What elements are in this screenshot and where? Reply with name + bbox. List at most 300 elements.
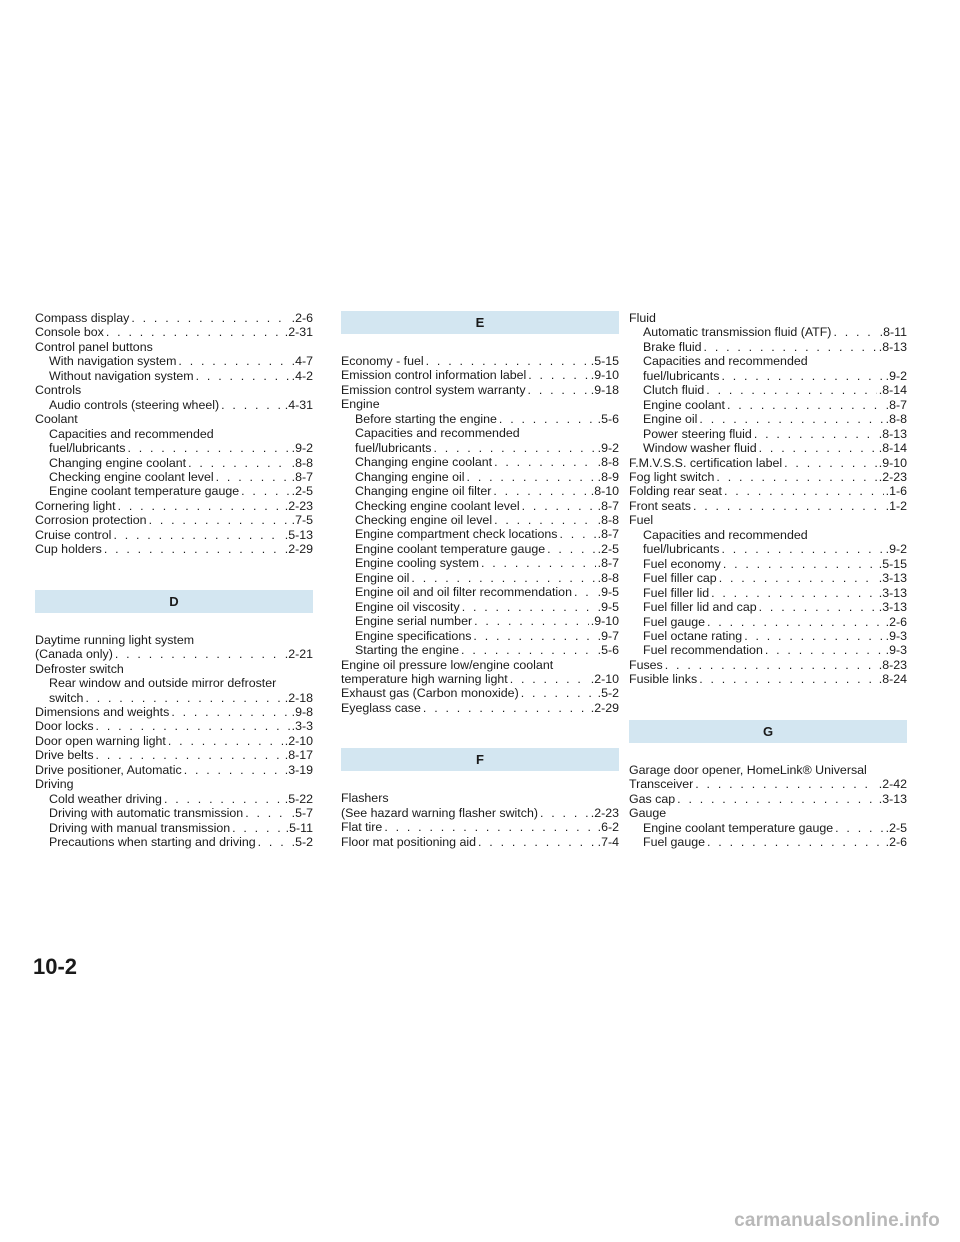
index-subentry	[341, 426, 619, 440]
entry-label: Changing engine coolant	[355, 455, 493, 470]
page-reference: .4-2	[291, 368, 313, 383]
page-reference: .8-11	[879, 325, 907, 340]
entry-label: Fluid	[629, 311, 656, 325]
entry-label: F.M.V.S.S. certification label	[629, 455, 783, 470]
page-reference: .5-11	[285, 820, 313, 835]
entry-label: Gauge	[629, 806, 667, 821]
dot-leader	[835, 821, 884, 835]
index-subentry	[341, 600, 619, 614]
page-reference: .2-21	[284, 647, 313, 662]
entry-label: Engine oil	[643, 412, 698, 427]
entry-label: Fuel recommendation	[643, 643, 763, 658]
section-header-f	[341, 748, 619, 771]
index-subentry	[35, 806, 313, 820]
entry-label: Daytime running light system	[35, 632, 195, 647]
page-reference: .2-23	[878, 469, 907, 484]
entry-label: Before starting the engine	[355, 411, 497, 426]
page-reference: .5-15	[590, 354, 619, 368]
page-reference: .5-7	[291, 806, 313, 821]
page-reference: .2-23	[590, 805, 619, 820]
entry-label: Engine	[341, 397, 380, 412]
entry-label: Engine coolant temperature gauge	[643, 820, 834, 835]
index-subentry	[629, 325, 907, 339]
dot-leader	[411, 571, 595, 585]
dot-leader	[711, 586, 877, 600]
index-entry	[35, 763, 313, 777]
index-entry	[35, 325, 313, 339]
page-reference: .8-7	[597, 527, 619, 542]
dot-leader	[560, 527, 596, 541]
index-subentry	[629, 427, 907, 441]
entry-label: Gas cap	[629, 791, 676, 806]
page-reference: .3-13	[878, 600, 907, 615]
entry-label: Fuel filler lid and cap	[643, 600, 757, 615]
dot-leader	[113, 528, 282, 542]
index-subentry	[341, 412, 619, 426]
page-reference: .5-2	[597, 686, 619, 701]
index-entry	[341, 701, 619, 715]
index-subentry	[35, 676, 313, 690]
index-entry	[35, 311, 313, 325]
dot-leader	[494, 455, 596, 469]
page-reference: .7-4	[597, 834, 619, 849]
page-reference: .8-7	[885, 397, 907, 412]
dot-leader	[510, 672, 589, 686]
dot-leader	[574, 585, 596, 599]
dot-leader	[85, 691, 282, 705]
index-subentry	[341, 571, 619, 585]
entry-label: Fuel filler lid	[643, 585, 710, 600]
page-reference: .2-29	[590, 700, 619, 715]
section-letter: E	[475, 315, 485, 330]
entry-label: Precautions when starting and driving	[49, 835, 256, 850]
index-entry	[629, 672, 907, 686]
entry-label: Coolant	[35, 412, 78, 427]
page-reference: .9-10	[590, 614, 619, 629]
page-reference: .3-13	[878, 791, 907, 806]
section-header-d	[35, 590, 313, 613]
index-subentry	[629, 571, 907, 585]
index-subentry	[35, 441, 313, 455]
dot-leader	[423, 701, 589, 715]
index-subentry	[629, 600, 907, 614]
index-subentry	[629, 412, 907, 426]
index-subentry	[629, 629, 907, 643]
entry-label: Emission control information label	[341, 368, 527, 383]
index-subentry	[35, 398, 313, 412]
index-subentry	[629, 528, 907, 542]
index-subentry	[35, 354, 313, 368]
index-entry	[629, 806, 907, 820]
page-reference: .9-3	[885, 643, 907, 658]
dot-leader	[221, 398, 283, 412]
dot-leader	[833, 325, 877, 339]
entry-label: Brake fluid	[643, 339, 702, 354]
index-column-3	[629, 311, 907, 850]
entry-label: Fuel	[629, 513, 654, 528]
entry-label: Capacities and recommended	[49, 426, 214, 441]
index-subentry	[629, 835, 907, 849]
entry-label: Cup holders	[35, 542, 102, 557]
index-subentry	[341, 470, 619, 484]
dot-leader	[184, 763, 283, 777]
entry-label: Driving with manual transmission	[49, 820, 231, 835]
index-subentry	[341, 556, 619, 570]
index-entry	[629, 484, 907, 498]
index-entry	[35, 340, 313, 354]
dot-leader	[721, 542, 883, 556]
page-reference: .8-8	[885, 412, 907, 427]
page-reference: .8-14	[878, 383, 907, 398]
index-entry	[35, 647, 313, 661]
dot-leader	[499, 412, 596, 426]
index-entry	[629, 777, 907, 791]
index-subentry	[629, 340, 907, 354]
page-reference: .8-8	[291, 455, 313, 470]
index-subentry	[629, 821, 907, 835]
entry-label: fuel/lubricants	[643, 542, 720, 557]
page-reference: .9-3	[885, 628, 907, 643]
dot-leader	[494, 513, 596, 527]
index-entry	[629, 456, 907, 470]
page-reference: .2-6	[885, 614, 907, 629]
page-reference: .8-7	[597, 498, 619, 513]
dot-leader	[245, 806, 289, 820]
index-entry	[35, 528, 313, 542]
entry-label: Drive belts	[35, 748, 94, 763]
page-reference: .1-2	[885, 498, 907, 513]
entry-label: Compass display	[35, 311, 130, 325]
index-entry	[35, 662, 313, 676]
index-subentry	[35, 792, 313, 806]
entry-label: Starting the engine	[355, 643, 460, 658]
entry-label: Emission control system warranty	[341, 382, 526, 397]
dot-leader	[258, 835, 290, 849]
index-entry	[341, 658, 619, 672]
page-reference: .2-23	[284, 498, 313, 513]
page-reference: .8-9	[597, 469, 619, 484]
index-subentry	[341, 499, 619, 513]
dot-leader	[426, 354, 589, 368]
dot-leader	[699, 412, 883, 426]
entry-label: Console box	[35, 325, 104, 340]
entry-label: Economy - fuel	[341, 354, 424, 368]
index-entry	[35, 412, 313, 426]
dot-leader	[164, 792, 283, 806]
entry-label: Fuel gauge	[643, 614, 706, 629]
entry-label: Cold weather driving	[49, 791, 162, 806]
dot-leader	[677, 792, 877, 806]
index-entry	[341, 820, 619, 834]
dot-leader	[481, 556, 596, 570]
entry-label: Capacities and recommended	[643, 354, 808, 369]
index-entry	[341, 835, 619, 849]
index-subentry	[629, 354, 907, 368]
dot-leader	[528, 368, 588, 382]
page-reference: .8-8	[597, 570, 619, 585]
entry-label: Fuel gauge	[643, 835, 706, 850]
page-reference: .8-8	[597, 455, 619, 470]
index-entry	[341, 791, 619, 805]
page-reference: .3-19	[284, 762, 313, 777]
dot-leader	[467, 470, 596, 484]
dot-leader	[433, 441, 595, 455]
page-reference: .8-23	[878, 657, 907, 672]
page-reference: .4-31	[284, 397, 313, 412]
dot-leader	[188, 456, 290, 470]
page-reference: .9-18	[590, 382, 619, 397]
entry-label: Fuel octane rating	[643, 628, 743, 643]
entry-label: fuel/lubricants	[643, 368, 720, 383]
dot-leader	[540, 806, 589, 820]
entry-label: Fuel economy	[643, 556, 721, 571]
entry-label: switch	[49, 690, 84, 705]
dot-leader	[461, 643, 596, 657]
dot-leader	[115, 647, 283, 661]
entry-label: Controls	[35, 383, 82, 398]
page-reference: .9-2	[291, 441, 313, 456]
dot-leader	[528, 383, 589, 397]
entry-label: Fog light switch	[629, 469, 715, 484]
dot-leader	[474, 614, 589, 628]
index-subentry	[35, 427, 313, 441]
dot-leader	[716, 470, 876, 484]
index-subentry	[341, 527, 619, 541]
index-subentry	[629, 441, 907, 455]
page-reference: .9-5	[597, 599, 619, 614]
entry-label: Checking engine coolant level	[49, 469, 214, 484]
dot-leader	[665, 658, 877, 672]
page-reference: .8-8	[597, 512, 619, 527]
dot-leader	[744, 629, 883, 643]
entry-label: Engine oil pressure low/engine coolant	[341, 657, 554, 672]
index-entry	[341, 397, 619, 411]
dot-leader	[171, 705, 289, 719]
page-reference: .8-24	[878, 672, 907, 687]
index-entry	[629, 792, 907, 806]
index-subentry	[341, 643, 619, 657]
entry-label: Control panel buttons	[35, 339, 153, 354]
dot-leader	[765, 643, 884, 657]
entry-label: Engine coolant temperature gauge	[49, 484, 240, 499]
dot-leader	[478, 835, 596, 849]
index-entry	[629, 763, 907, 777]
dot-leader	[521, 686, 596, 700]
index-subentry	[341, 614, 619, 628]
dot-leader	[178, 354, 289, 368]
entry-label: Engine specifications	[355, 628, 472, 643]
dot-leader	[784, 456, 877, 470]
page-reference: .8-7	[597, 556, 619, 571]
dot-leader	[241, 484, 290, 498]
page-reference: .2-10	[284, 733, 313, 748]
page-reference: .8-13	[878, 339, 907, 354]
page-reference: .2-29	[284, 542, 313, 557]
entry-label: Transceiver	[629, 777, 694, 792]
index-entry	[629, 499, 907, 513]
entry-label: Power steering fluid	[643, 426, 752, 441]
dot-leader	[723, 557, 877, 571]
index-entry	[341, 354, 619, 368]
page-reference: .2-42	[878, 777, 907, 792]
index-subentry	[629, 542, 907, 556]
page-reference: .5-13	[284, 527, 313, 542]
page-number: 10-2	[33, 954, 78, 979]
entry-label: Driving with automatic transmission	[49, 806, 244, 821]
page-reference: .3-13	[878, 585, 907, 600]
dot-leader	[493, 484, 588, 498]
index-subentry	[35, 691, 313, 705]
index-subentry	[629, 557, 907, 571]
index-column-1	[35, 311, 313, 850]
index-entry	[341, 806, 619, 820]
index-subentry	[629, 586, 907, 600]
dot-leader	[462, 600, 596, 614]
page-reference: .5-22	[284, 791, 313, 806]
entry-label: Door locks	[35, 719, 94, 734]
entry-label: Front seats	[629, 498, 691, 513]
page-reference: .2-6	[291, 311, 313, 325]
index-subentry	[35, 484, 313, 498]
page-reference: .5-15	[878, 556, 907, 571]
dot-leader	[719, 571, 877, 585]
dot-leader	[699, 672, 877, 686]
page-reference: .5-6	[597, 411, 619, 426]
index-entry	[35, 705, 313, 719]
section-letter: D	[169, 593, 179, 609]
index-entry	[629, 658, 907, 672]
section-letter: G	[762, 723, 774, 739]
index-subentry	[35, 835, 313, 849]
entry-label: Engine coolant	[643, 397, 725, 412]
index-subentry	[341, 513, 619, 527]
page-reference: .9-8	[291, 704, 313, 719]
entry-label: Automatic transmission fluid (ATF)	[643, 325, 832, 340]
page-reference: .8-13	[878, 426, 907, 441]
dot-leader	[127, 441, 289, 455]
entry-label: Fuel filler cap	[643, 571, 717, 586]
dot-leader	[721, 369, 883, 383]
index-subentry	[341, 629, 619, 643]
dot-leader	[149, 513, 290, 527]
index-entry	[629, 311, 907, 325]
dot-leader	[216, 470, 290, 484]
index-entry	[341, 368, 619, 382]
index-subentry	[629, 383, 907, 397]
entry-label: temperature high warning light	[341, 671, 508, 686]
entry-label: Flashers	[341, 791, 389, 806]
dot-leader	[96, 719, 290, 733]
entry-label: Checking engine oil level	[355, 512, 493, 527]
entry-label: Without navigation system	[49, 368, 194, 383]
page-reference: .2-5	[291, 484, 313, 499]
entry-label: Cruise control	[35, 527, 112, 542]
page-reference: .9-2	[597, 440, 619, 455]
page-reference: .2-10	[590, 671, 619, 686]
dot-leader	[724, 484, 884, 498]
entry-label: Cornering light	[35, 498, 116, 513]
entry-label: Dimensions and weights	[35, 704, 170, 719]
page-reference: .3-3	[291, 719, 313, 734]
entry-label: Garage door opener, HomeLink® Universal	[629, 762, 867, 777]
dot-leader	[104, 542, 283, 556]
page-reference: .5-2	[291, 835, 313, 850]
dot-leader	[168, 734, 283, 748]
dot-leader	[727, 398, 884, 412]
index-subentry	[35, 456, 313, 470]
index-entry	[341, 383, 619, 397]
entry-label: Capacities and recommended	[355, 426, 520, 441]
dot-leader	[522, 499, 596, 513]
index-entry	[35, 748, 313, 762]
entry-label: Folding rear seat	[629, 484, 722, 499]
entry-label: Drive positioner, Automatic	[35, 762, 182, 777]
page-reference: .8-14	[878, 441, 907, 456]
index-entry	[35, 542, 313, 556]
page-reference: .8-10	[590, 484, 619, 499]
entry-label: Fusible links	[629, 672, 698, 687]
entry-label: fuel/lubricants	[355, 440, 432, 455]
index-subentry	[341, 585, 619, 599]
page-reference: .4-7	[291, 354, 313, 369]
index-subentry	[341, 542, 619, 556]
page-reference: .9-2	[885, 368, 907, 383]
dot-leader	[695, 777, 876, 791]
index-entry	[341, 686, 619, 700]
dot-leader	[547, 542, 596, 556]
entry-label: Engine oil	[355, 570, 410, 585]
entry-label: Eyeglass case	[341, 700, 421, 715]
index-subentry	[629, 369, 907, 383]
dot-leader	[232, 821, 284, 835]
index-subentry	[341, 484, 619, 498]
page-reference: .2-18	[284, 690, 313, 705]
entry-label: Engine cooling system	[355, 556, 479, 571]
dot-leader	[196, 369, 290, 383]
dot-leader	[707, 615, 884, 629]
index-subentry	[629, 398, 907, 412]
entry-label: Engine coolant temperature gauge	[355, 541, 546, 556]
entry-label: Audio controls (steering wheel)	[49, 397, 220, 412]
dot-leader	[706, 383, 876, 397]
entry-label: Engine serial number	[355, 614, 473, 629]
page-reference: .8-17	[284, 748, 313, 763]
index-entry	[35, 734, 313, 748]
page-reference: .1-6	[885, 484, 907, 499]
entry-label: Changing engine oil	[355, 469, 465, 484]
index-subentry	[629, 615, 907, 629]
entry-label: Window washer fluid	[643, 441, 757, 456]
page-reference: .9-2	[885, 542, 907, 557]
entry-label: Engine oil viscosity	[355, 599, 460, 614]
entry-label: Rear window and outside mirror defroster	[49, 676, 277, 691]
entry-label: Fuses	[629, 657, 663, 672]
entry-label: Checking engine coolant level	[355, 498, 520, 513]
page-reference: .5-6	[597, 643, 619, 658]
page-reference: .9-7	[597, 628, 619, 643]
dot-leader	[707, 835, 884, 849]
entry-label: Corrosion protection	[35, 513, 147, 528]
page-reference: .7-5	[291, 513, 313, 528]
dot-leader	[704, 340, 877, 354]
index-subentry	[35, 369, 313, 383]
entry-label: Capacities and recommended	[643, 527, 808, 542]
dot-leader	[384, 820, 595, 834]
dot-leader	[106, 325, 283, 339]
entry-label: Defroster switch	[35, 661, 124, 676]
dot-leader	[96, 748, 283, 762]
entry-label: Engine compartment check locations	[355, 527, 558, 542]
